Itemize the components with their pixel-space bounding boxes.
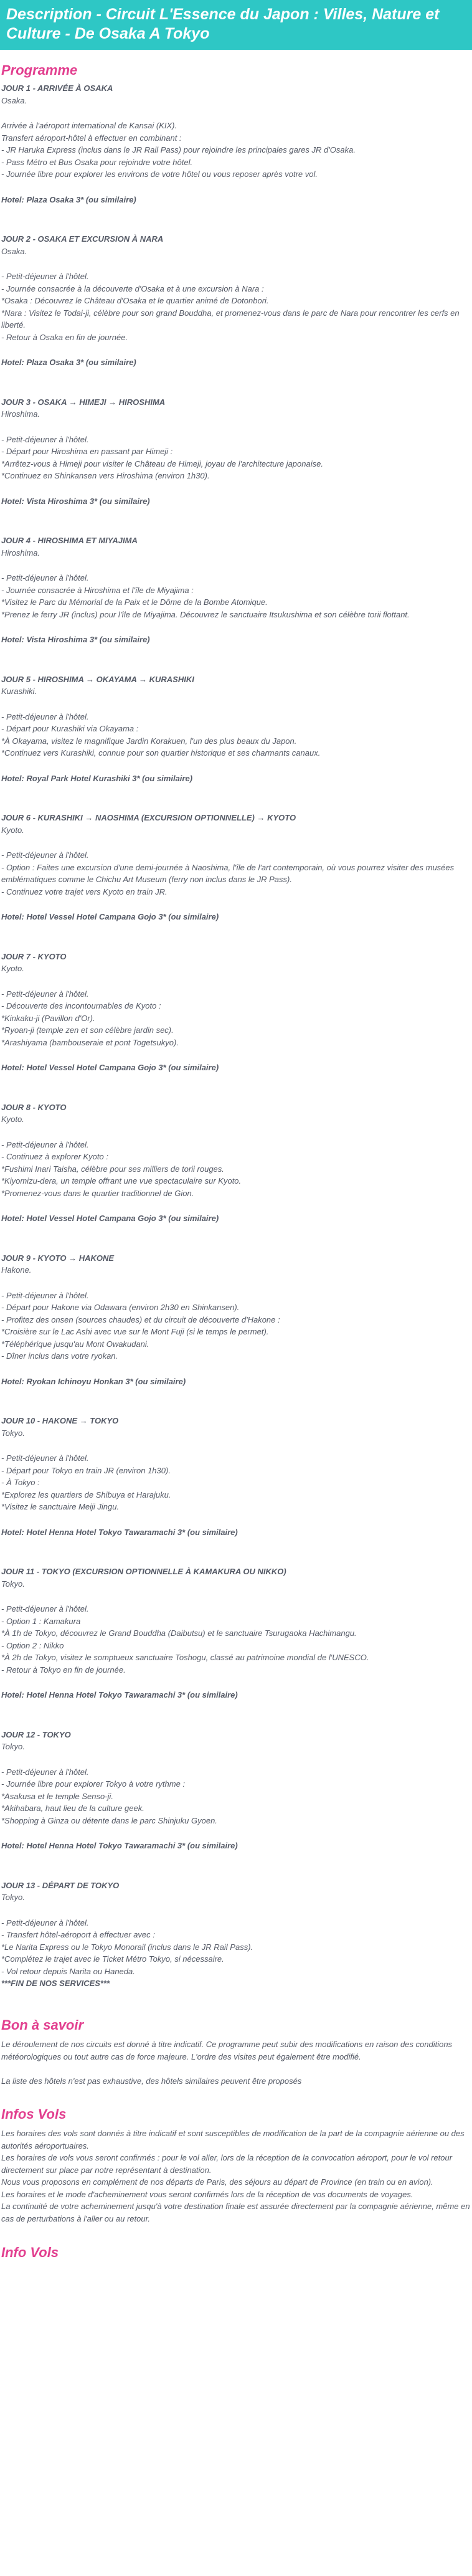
day-line: - Petit-déjeuner à l'hôtel. — [1, 1453, 89, 1463]
day-city: Tokyo. — [1, 1579, 25, 1589]
day-line: - Petit-déjeuner à l'hôtel. — [1, 1604, 89, 1614]
day-line: *À 1h de Tokyo, découvrez le Grand Bouddha (Daibutsu) et le sanctuaire Tsurugaoka Hachimangu. — [1, 1628, 357, 1638]
day-line: - Départ pour Tokyo en train JR (environ 1h30). — [1, 1465, 171, 1475]
day-title: JOUR 2 - OSAKA ET EXCURSION À NARA — [1, 234, 164, 244]
day-hotel: Hotel: Plaza Osaka 3* (ou similaire) — [1, 358, 136, 368]
day-line: - Pass Métro et Bus Osaka pour rejoindre votre hôtel. — [1, 157, 193, 167]
day-line: *Fushimi Inari Taisha, célèbre pour ses milliers de torii rouges. — [1, 1164, 224, 1174]
day-line: - Petit-déjeuner à l'hôtel. — [1, 573, 89, 583]
day-line: *À 2h de Tokyo, visitez le somptueux sanctuaire Toshogu, classé au patrimoine mondial de l'UNESCO. — [1, 1653, 369, 1663]
day-line: - Option : Faites une excursion d'une demi-journée à Naoshima, l'île de l'art contemporain, où vous pourrez visiter des musées emblématiques comme le Chichu Art Museum (ferry non inclus dans le JR Pass). — [1, 862, 455, 885]
day-hotel: Hotel: Plaza Osaka 3* (ou similaire) — [1, 194, 136, 204]
day-block — [1, 1729, 471, 1852]
programme-heading: Programme — [1, 62, 78, 78]
day-line: *Promenez-vous dans le quartier traditionnel de Gion. — [1, 1188, 194, 1198]
bon-a-savoir-paragraph: La liste des hôtels n'est pas exhaustive, des hôtels similaires peuvent être proposés — [1, 2076, 302, 2086]
day-line: *Shopping à Ginza ou détente dans le parc Shinjuku Gyoen. — [1, 1815, 217, 1825]
bon-a-savoir-heading: Bon à savoir — [1, 2017, 84, 2033]
day-line: - Départ pour Hakone via Odawara (environ 2h30 en Shinkansen). — [1, 1303, 240, 1313]
day-line: *Téléphérique jusqu'au Mont Owakudani. — [1, 1339, 149, 1349]
day-line: *Croisière sur le Lac Ashi avec vue sur le Mont Fuji (si le temps le permet). — [1, 1327, 269, 1337]
day-line: *Nara : Visitez le Todai-ji, célèbre pour son grand Bouddha, et promenez-vous dans le parc de Nara pour rencontrer les cerfs en liberté. — [1, 308, 460, 330]
day-title: JOUR 8 - KYOTO — [1, 1102, 67, 1112]
day-block — [1, 1566, 471, 1701]
day-line: - Vol retour depuis Narita ou Haneda. — [1, 1966, 135, 1976]
day-title: JOUR 11 - TOKYO (EXCURSION OPTIONNELLE À KAMAKURA OU NIKKO) — [1, 1567, 286, 1577]
day-city: Osaka. — [1, 95, 27, 105]
day-block — [1, 82, 471, 206]
day-line: *Visitez le sanctuaire Meiji Jingu. — [1, 1502, 120, 1512]
day-title: JOUR 3 - OSAKA → HIMEJI → HIROSHIMA — [1, 397, 166, 407]
day-line: *Continuez vers Kurashiki, connue pour son quartier historique et ses charmants canaux. — [1, 748, 321, 758]
day-city: Tokyo. — [1, 1428, 25, 1438]
day-line: *Le Narita Express ou le Tokyo Monorail (inclus dans le JR Rail Pass). — [1, 1942, 253, 1952]
day-line: - Continuez votre trajet vers Kyoto en train JR. — [1, 886, 168, 896]
day-line: *Ryoan-ji (temple zen et son célèbre jardin sec). — [1, 1025, 174, 1035]
day-line: - Petit-déjeuner à l'hôtel. — [1, 850, 89, 860]
day-city: Hiroshima. — [1, 409, 40, 419]
day-hotel: Hotel: Hotel Vessel Hotel Campana Gojo 3* (ou similaire) — [1, 1063, 219, 1073]
day-hotel: Hotel: Hotel Vessel Hotel Campana Gojo 3* (ou similaire) — [1, 912, 219, 922]
infos-vols-line: Nous vous proposons en complément de nos départs de Paris, des séjours au départ de Province (en train ou en avion). — [1, 2177, 433, 2187]
day-hotel: Hotel: Vista Hiroshima 3* (ou similaire) — [1, 496, 150, 506]
day-city: Kyoto. — [1, 964, 24, 974]
day-title: JOUR 13 - DÉPART DE TOKYO — [1, 1880, 120, 1890]
day-line: - À Tokyo : — [1, 1478, 40, 1488]
day-line: - Petit-déjeuner à l'hôtel. — [1, 711, 89, 721]
day-title: JOUR 12 - TOKYO — [1, 1729, 71, 1739]
day-line: - Journée libre pour explorer Tokyo à votre rythme : — [1, 1779, 186, 1789]
day-title: JOUR 9 - KYOTO → HAKONE — [1, 1253, 115, 1263]
day-city: Kurashiki. — [1, 687, 37, 696]
day-line: - Petit-déjeuner à l'hôtel. — [1, 1918, 89, 1927]
itinerary — [1, 82, 471, 1990]
day-title: JOUR 6 - KURASHIKI → NAOSHIMA (EXCURSION OPTIONNELLE) → KYOTO — [1, 813, 296, 823]
day-line: - Transfert hôtel-aéroport à effectuer avec : — [1, 1930, 155, 1940]
day-city: Kyoto. — [1, 1115, 24, 1124]
day-line: - Profitez des onsen (sources chaudes) et du circuit de découverte d'Hakone : — [1, 1314, 280, 1324]
day-line: *Arrêtez-vous à Himeji pour visiter le Château de Himeji, joyau de l'architecture japonaise. — [1, 459, 323, 468]
page-title: Description - Circuit L'Essence du Japon : Villes, Nature et Culture - De Osaka A Tokyo — [0, 0, 472, 50]
day-line: *Osaka : Découvrez le Château d'Osaka et le quartier animé de Dotonbori. — [1, 296, 269, 306]
day-hotel: Hotel: Vista Hiroshima 3* (ou similaire) — [1, 635, 150, 645]
infos-vols-line: Les horaires des vols sont donnés à titre indicatif et sont susceptibles de modification de la part de la compagnie aérienne ou des autorités aéroportuaires. — [1, 2129, 465, 2151]
day-hotel: Hotel: Hotel Henna Hotel Tokyo Tawaramachi 3* (ou similaire) — [1, 1841, 238, 1851]
day-city: Kyoto. — [1, 825, 24, 835]
day-line: Arrivée à l'aéroport international de Kansai (KIX). — [1, 121, 177, 131]
day-line: - Retour à Osaka en fin de journée. — [1, 332, 128, 342]
day-line: *Akihabara, haut lieu de la culture geek. — [1, 1804, 144, 1813]
infos-vols-line: Les horaires de vols vous seront confirmés : pour le vol aller, lors de la réception de la convocation aéroport, pour le vol retour directement sur place par notre représentant à destination. — [1, 2153, 453, 2175]
day-line: - Petit-déjeuner à l'hôtel. — [1, 989, 89, 999]
day-line: - Retour à Tokyo en fin de journée. — [1, 1665, 126, 1675]
day-hotel: Hotel: Ryokan Ichinoyu Honkan 3* (ou similaire) — [1, 1376, 186, 1386]
day-title: JOUR 1 - ARRIVÉE À OSAKA — [1, 83, 113, 93]
day-line: *Kiyomizu-dera, un temple offrant une vue spectaculaire sur Kyoto. — [1, 1176, 242, 1186]
day-line: *Visitez le Parc du Mémorial de la Paix et le Dôme de la Bombe Atomique. — [1, 597, 268, 607]
day-block — [1, 233, 471, 369]
info-vols-heading: Info Vols — [1, 2245, 59, 2261]
day-block — [1, 1252, 471, 1388]
day-block — [1, 1101, 471, 1225]
day-city: Osaka. — [1, 246, 27, 256]
day-block — [1, 812, 471, 923]
day-line: *Asakusa et le temple Senso-ji. — [1, 1791, 113, 1801]
day-line: *Prenez le ferry JR (inclus) pour l'île de Miyajima. Découvrez le sanctuaire Itsukushima et son célèbre torii flottant. — [1, 609, 410, 619]
day-block — [1, 1415, 471, 1538]
day-line: - Départ pour Hiroshima en passant par Himeji : — [1, 447, 173, 457]
day-line: Transfert aéroport-hôtel à effectuer en combinant : — [1, 133, 182, 143]
day-title: JOUR 7 - KYOTO — [1, 951, 67, 961]
day-line: *Complétez le trajet avec le Ticket Métro Tokyo, si nécessaire. — [1, 1954, 224, 1964]
day-line: - Journée consacrée à Hiroshima et l'île de Miyajima : — [1, 585, 194, 595]
day-line: *Arashiyama (bambouseraie et pont Togetsukyo). — [1, 1037, 179, 1047]
infos-vols-text — [1, 2127, 471, 2225]
bon-a-savoir-paragraph: Le déroulement de nos circuits est donné à titre indicatif. Ce programme peut subir des modifications en raison des conditions météorologiques ou tout autre cas de force majeure. L'ordre des visites peut également être modifié. — [1, 2040, 453, 2061]
day-block — [1, 673, 471, 785]
day-city: Hakone. — [1, 1265, 32, 1275]
day-line: - Option 2 : Nikko — [1, 1640, 64, 1650]
day-hotel: Hotel: Royal Park Hotel Kurashiki 3* (ou similaire) — [1, 773, 193, 783]
day-line: - Journée libre pour explorer les environs de votre hôtel ou vous reposer après votre vol. — [1, 169, 318, 179]
day-line: - Petit-déjeuner à l'hôtel. — [1, 1767, 89, 1777]
infos-vols-heading: Infos Vols — [1, 2106, 67, 2122]
day-line: - Option 1 : Kamakura — [1, 1616, 81, 1626]
infos-vols-line: Les horaires et le mode d'acheminement vous seront confirmés lors de la réception de vos documents de voyages. — [1, 2189, 413, 2199]
day-hotel: Hotel: Hotel Vessel Hotel Campana Gojo 3* (ou similaire) — [1, 1214, 219, 1224]
day-title: JOUR 5 - HIROSHIMA → OKAYAMA → KURASHIKI — [1, 674, 194, 684]
day-block — [1, 535, 471, 646]
day-hotel: Hotel: Hotel Henna Hotel Tokyo Tawaramachi 3* (ou similaire) — [1, 1690, 238, 1700]
end-of-services-note: ***FIN DE NOS SERVICES*** — [1, 1979, 110, 1989]
infos-vols-line: La continuité de votre acheminement jusqu'à votre destination finale est assurée directement par la compagnie aérienne, même en cas de perturbations à l'aller ou au retour. — [1, 2202, 470, 2223]
content — [0, 62, 472, 2261]
day-city: Tokyo. — [1, 1742, 25, 1752]
day-line: - Découverte des incontournables de Kyoto : — [1, 1001, 161, 1011]
day-line: *À Okayama, visitez le magnifique Jardin Korakuen, l'un des plus beaux du Japon. — [1, 736, 297, 746]
day-block — [1, 951, 471, 1074]
day-hotel: Hotel: Hotel Henna Hotel Tokyo Tawaramachi 3* (ou similaire) — [1, 1527, 238, 1537]
day-line: *Explorez les quartiers de Shibuya et Harajuku. — [1, 1490, 171, 1499]
day-line: - Continuez à explorer Kyoto : — [1, 1152, 108, 1162]
day-block — [1, 396, 471, 508]
day-city: Hiroshima. — [1, 548, 40, 558]
day-city: Tokyo. — [1, 1893, 25, 1903]
day-title: JOUR 10 - HAKONE → TOKYO — [1, 1416, 119, 1426]
day-block — [1, 1880, 471, 1990]
day-line: - Journée consacrée à la découverte d'Osaka et à une excursion à Nara : — [1, 283, 264, 293]
day-line: - JR Haruka Express (inclus dans le JR Rail Pass) pour rejoindre les principales gares JR d'Osaka. — [1, 145, 356, 155]
day-line: - Départ pour Kurashiki via Okayama : — [1, 724, 139, 734]
day-line: - Petit-déjeuner à l'hôtel. — [1, 1139, 89, 1149]
day-line: - Petit-déjeuner à l'hôtel. — [1, 272, 89, 282]
day-title: JOUR 4 - HIROSHIMA ET MIYAJIMA — [1, 536, 138, 546]
day-line: - Petit-déjeuner à l'hôtel. — [1, 1290, 89, 1300]
day-line: *Continuez en Shinkansen vers Hiroshima (environ 1h30). — [1, 471, 210, 481]
day-line: - Dîner inclus dans votre ryokan. — [1, 1351, 118, 1361]
day-line: *Kinkaku-ji (Pavillon d'Or). — [1, 1013, 95, 1023]
day-line: - Petit-déjeuner à l'hôtel. — [1, 434, 89, 444]
